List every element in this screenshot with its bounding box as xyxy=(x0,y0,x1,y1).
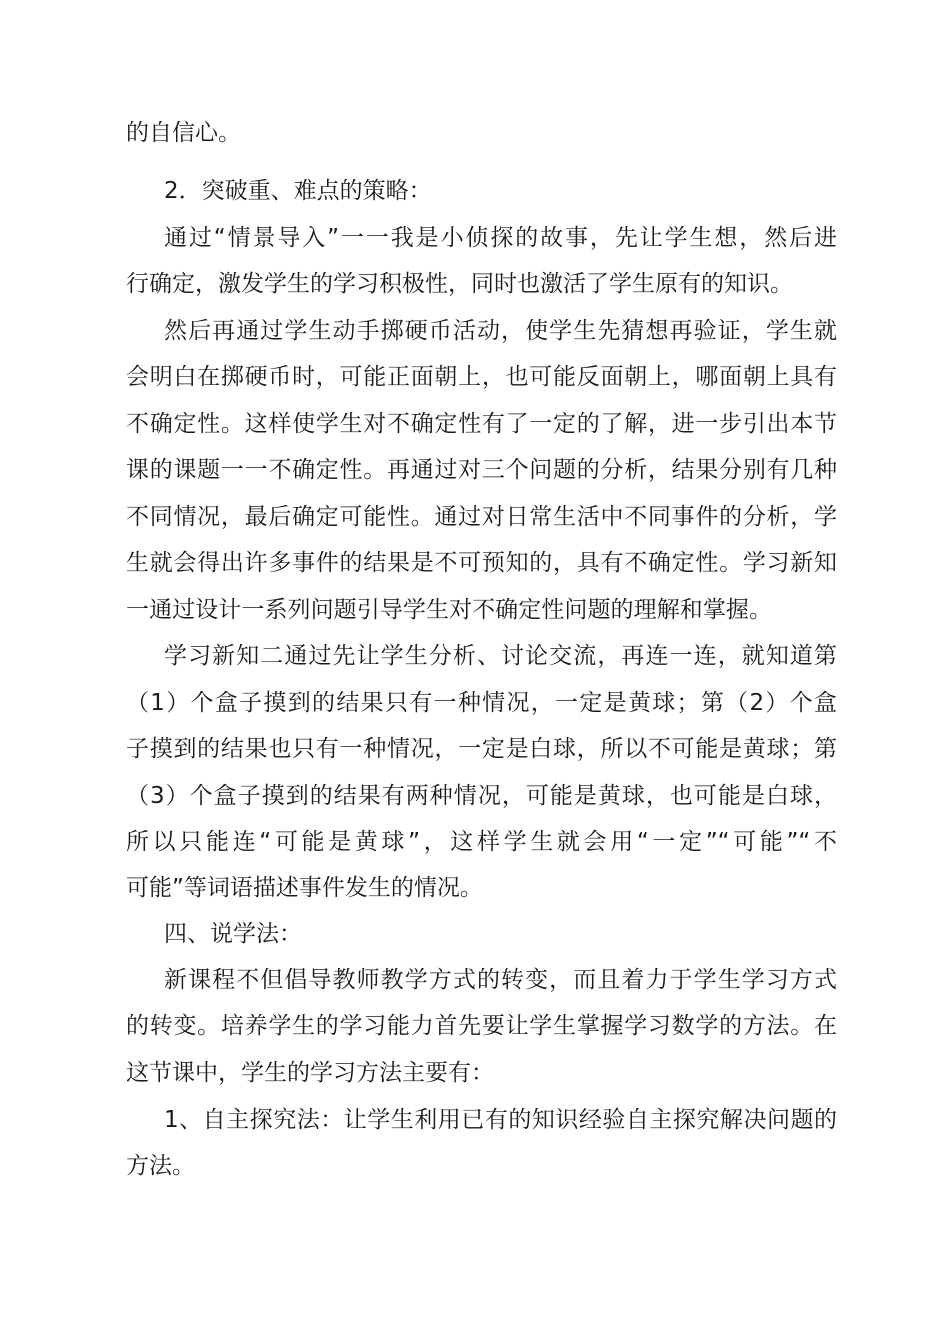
text-line: 不确定性。这样使学生对不确定性有了一定的了解，进一步引出本节 xyxy=(126,411,837,437)
text-line: 不同情况，最后确定可能性。通过对日常生活中不同事件的分析，学 xyxy=(126,504,837,530)
text-line: 可能”等词语描述事件发生的情况。 xyxy=(126,875,483,901)
text-line: 1、自主探究法：让学生利用已有的知识经验自主探究解决问题的 xyxy=(164,1107,837,1133)
text-line: 方法。 xyxy=(126,1153,195,1179)
text-line: 的自信心。 xyxy=(126,120,241,146)
text-line: 所以只能连“可能是黄球”，这样学生就会用“一定”“可能”“不 xyxy=(126,829,837,855)
text-line: 的转变。培养学生的学习能力首先要让学生掌握学习数学的方法。在 xyxy=(126,1013,837,1039)
text-line: 子摸到的结果也只有一种情况，一定是白球，所以不可能是黄球；第 xyxy=(126,736,837,762)
section-heading: 四、说学法： xyxy=(164,921,302,947)
text-line: 然后再通过学生动手掷硬币活动，使学生先猜想再验证，学生就 xyxy=(164,318,837,344)
text-line: 课的课题一一不确定性。再通过对三个问题的分析，结果分别有几种 xyxy=(126,457,837,483)
text-line: 会明白在掷硬币时，可能正面朝上，也可能反面朝上，哪面朝上具有 xyxy=(126,364,837,390)
text-line: 通过“情景导入”一一我是小侦探的故事，先让学生想，然后进 xyxy=(164,225,837,251)
text-line: 行确定，激发学生的学习积极性，同时也激活了学生原有的知识。 xyxy=(126,271,793,297)
text-line: 一通过设计一系列问题引导学生对不确定性问题的理解和掌握。 xyxy=(126,597,772,623)
text-line: （1）个盒子摸到的结果只有一种情况，一定是黄球；第（2）个盒 xyxy=(126,690,837,716)
text-line: 这节课中，学生的学习方法主要有： xyxy=(126,1060,494,1086)
text-line: 新课程不但倡导教师教学方式的转变，而且着力于学生学习方式 xyxy=(164,967,837,993)
section-heading: 2．突破重、难点的策略： xyxy=(164,178,432,204)
text-line: 学习新知二通过先让学生分析、讨论交流，再连一连，就知道第 xyxy=(164,643,837,669)
text-line: （3）个盒子摸到的结果有两种情况，可能是黄球，也可能是白球， xyxy=(126,783,837,809)
text-line: 生就会得出许多事件的结果是不可预知的，具有不确定性。学习新知 xyxy=(126,550,837,576)
